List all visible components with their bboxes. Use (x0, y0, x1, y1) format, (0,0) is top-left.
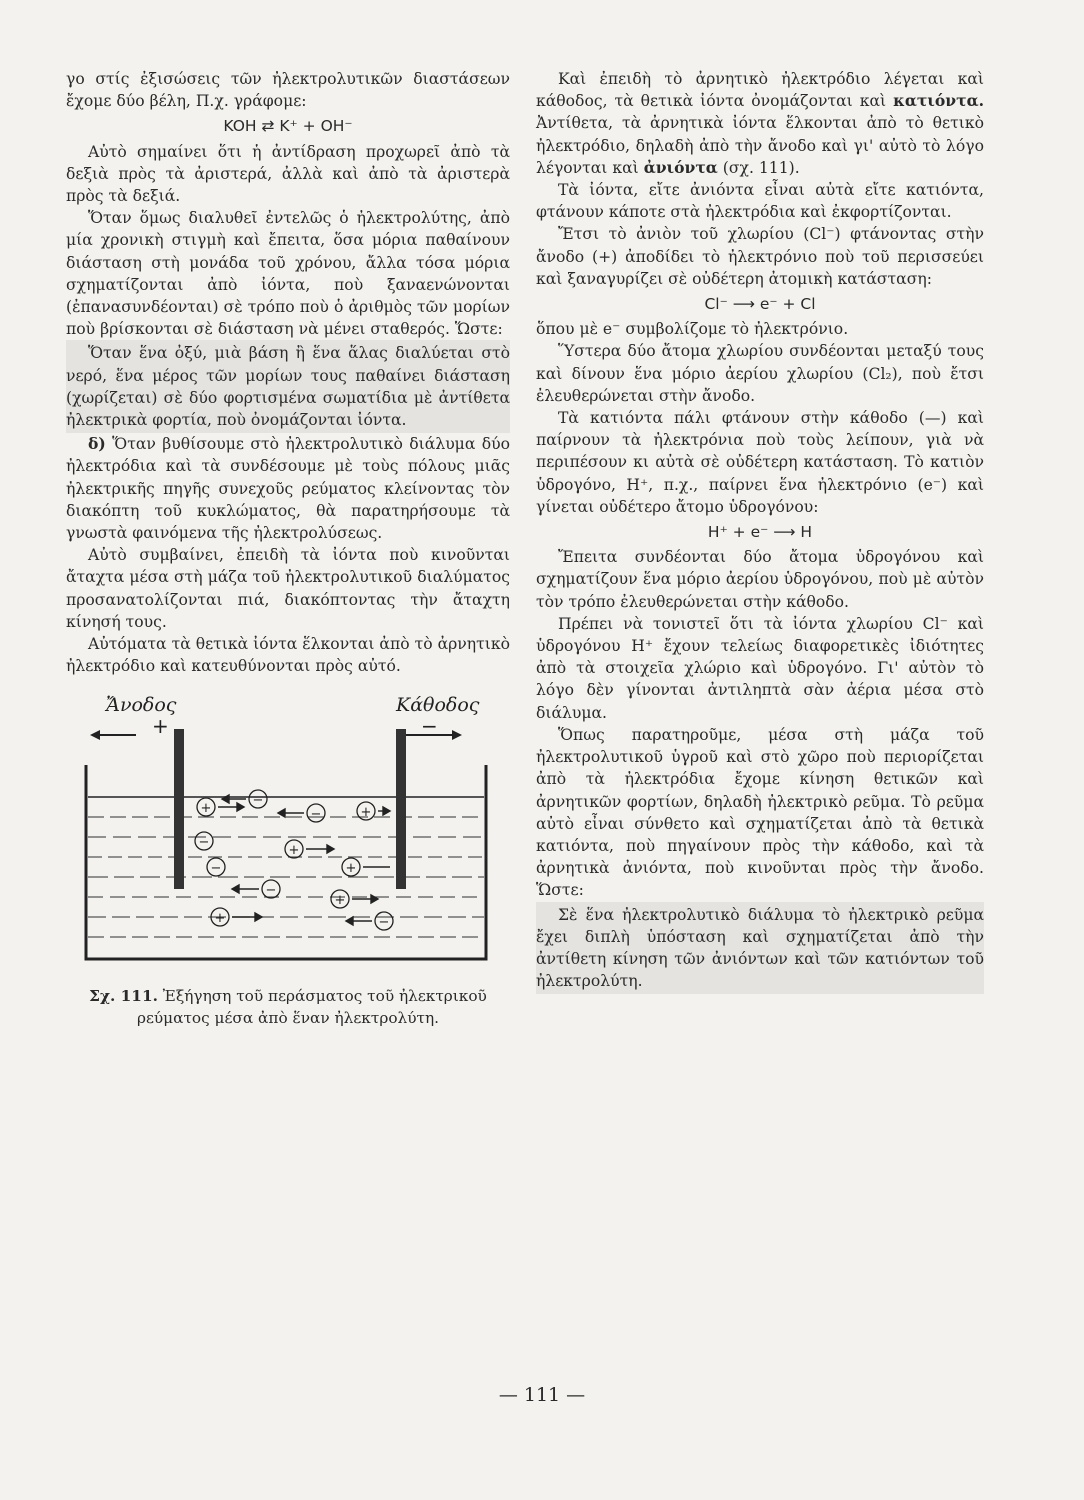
paragraph-text: Ὅταν βυθίσουμε στὸ ἠλεκτρολυτικὸ διάλυμα δύο ἠλεκτρόδια καὶ τὰ συνδέσουμε μὲ τοὺς πόλους μιᾶς ἠλεκτρικῆς πηγῆς συνεχοῦς ρεύματος κλείνοντας τὸν διακόπτη τοῦ κυκλώματος, θὰ παρατηρήσουμε τὰ γνωστὰ φαινόμενα τῆς ἠλεκτρολύσεως. (66, 435, 510, 543)
minus-sign: − (421, 714, 438, 739)
anion-icon (207, 858, 225, 876)
text: (σχ. 111). (717, 158, 800, 177)
text: Καὶ ἐπειδὴ τὸ ἀρνητικὸ ἠλεκτρόδιο λέγεται καὶ κάθοδος, τὰ θετικὰ ἰόντα ὀνομάζονται καὶ (536, 70, 984, 111)
equation-koh: KOH ⇄ K⁺ + OH⁻ (223, 117, 353, 136)
svg-text:+: + (345, 861, 357, 877)
paragraph: ὅπου μὲ e⁻ συμβολίζομε τὸ ἠλεκτρόνιο. (536, 320, 849, 339)
vessel (86, 765, 486, 959)
paragraph: Τὰ κατιόντα πάλι φτάνουν στὴν κάθοδο (—) καὶ παίρνουν τὰ ἠλεκτρόνια ποὺ τοὺς λείπουν, γιὰ νὰ περιπέσουν κι αὐτὰ σὲ οὐδέτερη κατάσταση. Τὸ κατιὸν ὑδρογόνο, H⁺, π.χ., παίρνει ἕνα ἠλεκτρόνιο (e⁻) καὶ γίνεται οὐδέτερο ἄτομο ὑδρογόνου: (536, 409, 984, 516)
svg-text:−: − (265, 883, 277, 899)
svg-text:+: + (200, 801, 212, 817)
cation-icon (331, 890, 349, 908)
svg-text:+: + (288, 843, 300, 859)
paragraph: Αὐτὸ σημαίνει ὅτι ἡ ἀντίδραση προχωρεῖ ἀπὸ τὰ δεξιὰ πρὸς τὰ ἀριστερά, ἀλλὰ καὶ ἀπὸ τὰ ἀριστερὰ πρὸς τὰ δεξιά. (66, 142, 510, 206)
paragraph: Ἔτσι τὸ ἀνιὸν τοῦ χλωρίου (Cl⁻) φτάνοντας στὴν ἄνοδο (+) ἀποδίδει τὸ ἠλεκτρόνιο ποὺ τοῦ περισσεύει καὶ ξαναγυρίζει σὲ οὐδέτερη ἀτομικὴ κατάσταση: (536, 225, 984, 288)
ions (195, 790, 393, 930)
svg-text:−: − (310, 807, 322, 823)
anion-icon (262, 880, 280, 898)
anode-electrode (174, 729, 184, 889)
cation-icon (342, 858, 360, 876)
anion-icon (307, 804, 325, 822)
arrow-icon (90, 730, 100, 740)
cation-icon (357, 802, 375, 820)
paragraph: Αὐτὸ συμβαίνει, ἐπειδὴ τὰ ἰόντα ποὺ κινοῦνται ἄταχτα μέσα στὴ μάζα τοῦ ἠλεκτρολυτικοῦ διαλύματος προσανατολίζονται πιά, διακόπτοντας τὴν ἄταχτη κίνησή τους. (66, 546, 510, 631)
electrolysis-diagram (66, 689, 510, 979)
svg-text:+: + (214, 911, 226, 927)
paragraph: Πρέπει νὰ τονιστεῖ ὅτι τὰ ἰόντα χλωρίου Cl⁻ καὶ ὑδρογόνου H⁺ ἔχουν τελείως διαφορετικὲς ἰδιότητες ἀπὸ τὰ στοιχεῖα χλώριο καὶ ὑδρογόνο. Γι' αὐτὸν τὸ λόγο δὲν γίνονται ἀντιληπτὰ σὰν ἀέρια μέσα στὸ διάλυμα. (536, 614, 984, 722)
paragraph: Ὅπως παρατηροῦμε, μέσα στὴ μάζα τοῦ ἠλεκτρολυτικοῦ ὑγροῦ καὶ στὸ χῶρο ποὺ περιορίζεται ἀπὸ τὰ ἠλεκτρόδια ἔχομε κίνηση θετικῶν καὶ ἀρνητικῶν φορτίων, δηλαδὴ ἠλεκτρικὸ ρεῦμα. Τὸ ρεῦμα αὐτὸ εἶναι σύνθετο καὶ σχηματίζεται ἀπὸ τὰ θετικὰ κατιόντα, ποὺ πηγαίνουν πρὸς τὴν κάθοδο, καὶ τὰ ἀρνητικὰ ἀνιόντα, ποὺ κινοῦνται πρὸς τὴν ἄνοδο. Ὥστε: (536, 725, 984, 900)
caption-number: Σχ. 111. (89, 987, 158, 1006)
anode-label: Ἄνοδος (106, 694, 177, 717)
right-column (536, 68, 984, 994)
paragraph: Τὰ ἰόντα, εἴτε ἀνιόντα εἶναι αὐτὰ εἴτε κατιόντα, φτάνουν κάποτε στὰ ἠλεκτρόδια καὶ ἐκφορτίζονται. (536, 181, 984, 222)
equation-hydrogen: H⁺ + e⁻ ⟶ H (707, 523, 813, 542)
cation-icon (211, 908, 229, 926)
text: Ἀντίθετα, τὰ ἀρνητικὰ ἰόντα ἕλκονται ἀπὸ τὸ θετικὸ ἠλεκτρόδιο, δηλαδὴ ἀπὸ τὴν ἄνοδο καὶ γι' αὐτὸ τὸ λόγο λέγονται καὶ (536, 114, 984, 177)
svg-text:−: − (210, 861, 222, 877)
left-column (66, 68, 510, 1029)
paragraph: Αὐτόματα τὰ θετικὰ ἰόντα ἕλκονται ἀπὸ τὸ ἀρνητικὸ ἠλεκτρόδιο καὶ κατευθύνονται πρὸς αὐτό. (66, 635, 510, 676)
cathode-label: Κάθοδος (396, 694, 480, 717)
svg-text:−: − (378, 915, 390, 931)
anion-icon (375, 912, 393, 930)
cation-icon (285, 840, 303, 858)
paragraph: Ὕστερα δύο ἄτομα χλωρίου συνδέονται μεταξύ τους καὶ δίνουν ἕνα μόριο ἀερίου χλωρίου (Cl₂), ποὺ ἔτσι ἐλευθερώνεται στὴν ἄνοδο. (536, 342, 984, 405)
page-number: — 111 — (498, 1384, 586, 1406)
plus-sign: + (152, 714, 169, 739)
item-label: δ) (88, 434, 106, 454)
electrolysis-figure (66, 689, 510, 979)
arrow-icon (452, 730, 462, 740)
cation-icon (197, 798, 215, 816)
caption-text: Ἐξήγηση τοῦ περάσματος τοῦ ἠλεκτρικοῦ ρεύματος μέσα ἀπὸ ἕναν ἠλεκτρολύτη. (136, 987, 487, 1028)
liquid (88, 797, 484, 937)
anion-icon (195, 832, 213, 850)
term-anions: ἀνιόντα (643, 157, 718, 177)
svg-text:+: + (334, 893, 346, 909)
svg-text:−: − (252, 793, 264, 809)
paragraph: Ἔπειτα συνδέονται δύο ἄτομα ὑδρογόνου καὶ σχηματίζουν ἕνα μόριο ἀερίου ὑδρογόνου, ποὺ μὲ αὐτὸν τὸν τρόπο ἐλευθερώνεται στὴν κάθοδο. (536, 548, 984, 611)
rule-box: Σὲ ἕνα ἠλεκτρολυτικὸ διάλυμα τὸ ἠλεκτρικὸ ρεῦμα ἔχει διπλὴ ὑπόσταση καὶ σχηματίζεται ἀπὸ τὴν ἀντίθετη κίνηση τῶν ἀνιόντων καὶ τῶν κατιόντων τοῦ ἠλεκτρολύτη. (536, 902, 984, 995)
figure-caption (66, 985, 510, 1029)
anion-icon (249, 790, 267, 808)
equation-chlorine: Cl⁻ ⟶ e⁻ + Cl (704, 295, 816, 314)
svg-text:−: − (198, 835, 210, 851)
cathode-electrode (396, 729, 406, 889)
paragraph (536, 68, 984, 179)
term-cations: κατιόντα. (893, 91, 984, 111)
svg-text:+: + (360, 805, 372, 821)
paragraph: Ὅταν ὅμως διαλυθεῖ ἐντελῶς ὁ ἠλεκτρολύτης, ἀπὸ μία χρονικὴ στιγμὴ καὶ ἔπειτα, ὅσα μόρια παθαίνουν διάσταση στὴ μονάδα τοῦ χρόνου, ἄλλα τόσα μόρια σχηματίζονται ἀπὸ ἰόντα, ποὺ ξαναενώνονται (ἐπανασυνδέονται) σὲ τρόπο ποὺ ὁ ἀριθμὸς τῶν μορίων ποὺ βρίσκονται σὲ διάσταση νὰ μένει σταθερός. Ὥστε: (66, 209, 510, 339)
rule-box: Ὅταν ἕνα ὀξύ, μιὰ βάση ἢ ἕνα ἅλας διαλύεται στὸ νερό, ἕνα μέρος τῶν μορίων τους παθαίνει διάσταση (χωρίζεται) σὲ δύο φορτισμένα σωματίδια μὲ ἀντίθετα ἠλεκτρικὰ φορτία, ποὺ ὀνομάζονται ἰόντα. (66, 340, 510, 433)
paragraph: γο στίς ἐξισώσεις τῶν ἠλεκτρολυτικῶν διαστάσεων ἔχομε δύο βέλη, Π.χ. γράφομε: (66, 70, 510, 111)
paragraph (66, 433, 510, 544)
